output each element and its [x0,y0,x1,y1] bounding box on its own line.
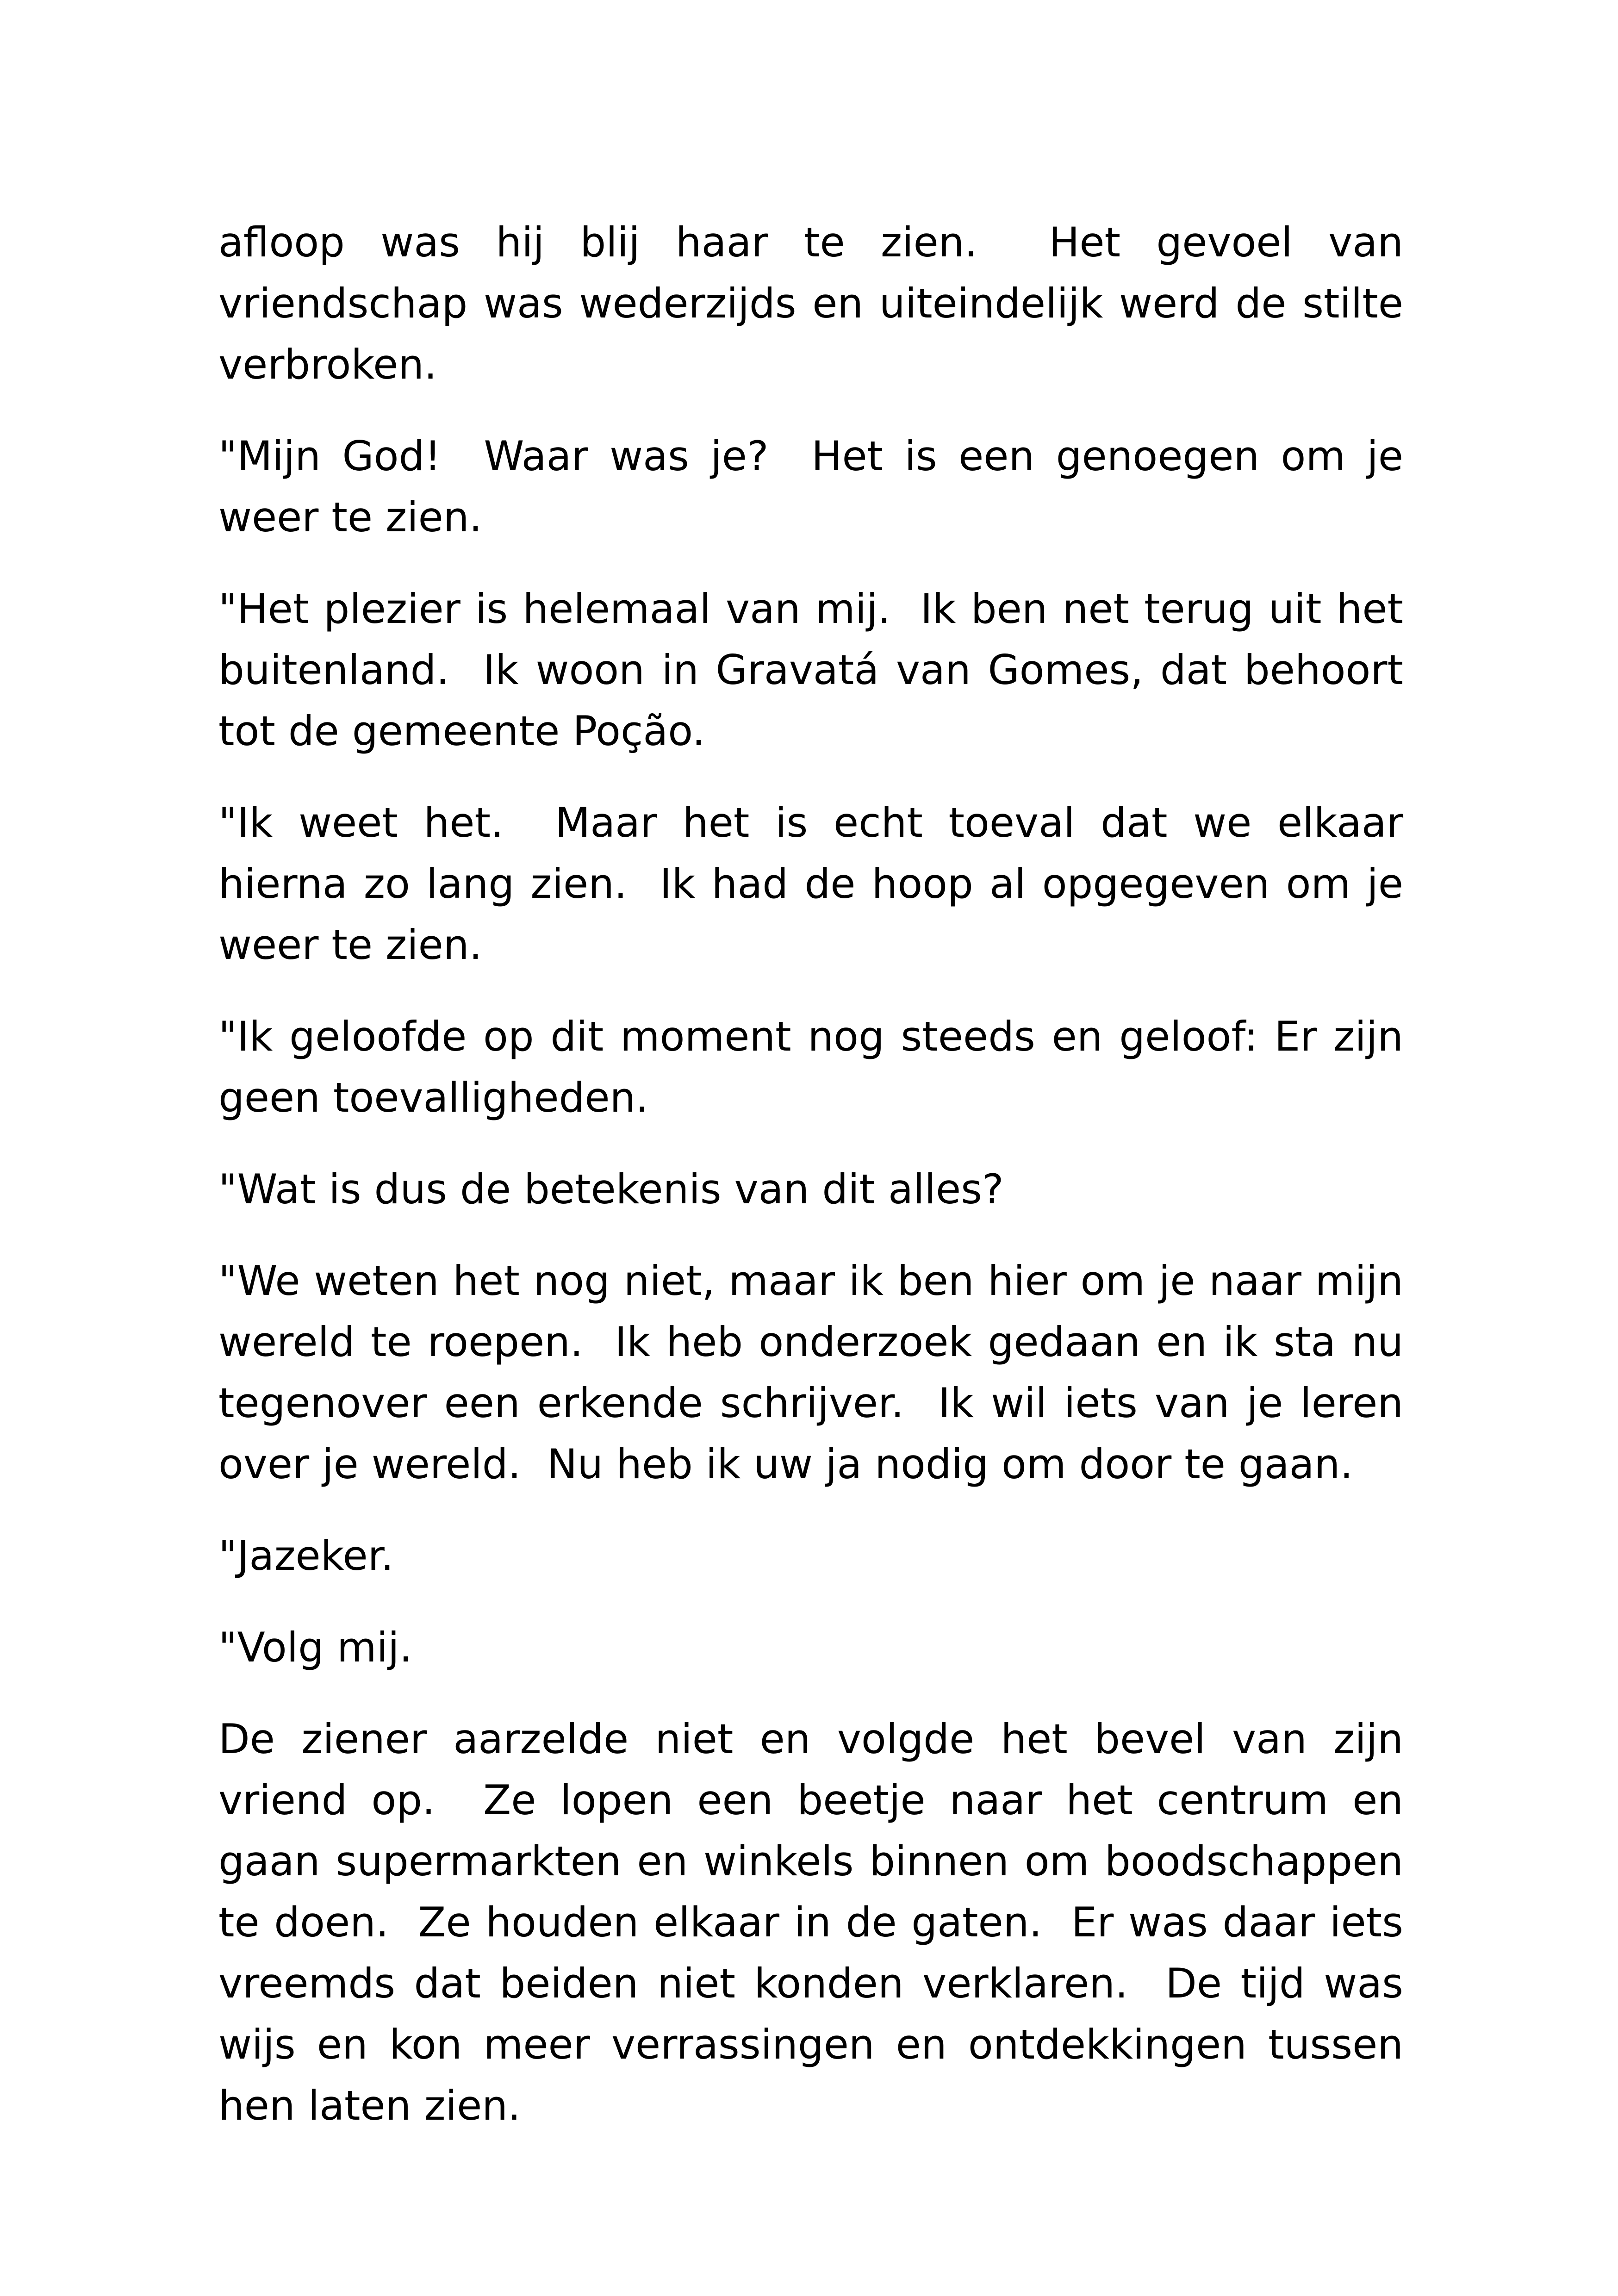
paragraph-5: "Ik geloofde op dit moment nog steeds en geloof: Er zijn geen toevalligheden. [218,1013,1416,1121]
paragraph-4: "Ik weet het. Maar het is echt toeval dat we elkaar hierna zo lang zien. Ik had de hoop al opgegeven om je weer te zien. [218,799,1416,969]
paragraph-8: "Jazeker. [218,1532,394,1580]
paragraph-7: "We weten het nog niet, maar ik ben hier om je naar mijn wereld te roepen. Ik heb onderzoek gedaan en ik sta nu tegenover een erkende schrijver. Ik wil iets van je leren over je wereld. Nu heb ik uw ja nodig om door te gaan. [218,1257,1416,1488]
paragraph-3: "Het plezier is helemaal van mij. Ik ben net terug uit het buitenland. Ik woon in Gravatá van Gomes, dat behoort tot de gemeente Poção. [218,585,1416,755]
paragraph-9: "Volg mij. [218,1624,412,1671]
paragraph-6: "Wat is dus de betekenis van dit alles? [218,1165,1004,1213]
body-text [218,212,1416,2167]
paragraph-1: afloop was hij blij haar te zien. Het gevoel van vriendschap was wederzijds en uiteindelijk werd de stilte verbroken. [218,218,1416,388]
paragraph-2: "Mijn God! Waar was je? Het is een genoegen om je weer te zien. [218,432,1416,541]
paragraph-10: De ziener aarzelde niet en volgde het bevel van zijn vriend op. Ze lopen een beetje naar het centrum en gaan supermarkten en winkels binnen om boodschappen te doen. Ze houden elkaar in de gaten. Er was daar iets vreemds dat beiden niet konden verklaren. De tijd was wijs en kon meer verrassingen en ontdekkingen tussen hen laten zien. [218,1715,1416,2129]
